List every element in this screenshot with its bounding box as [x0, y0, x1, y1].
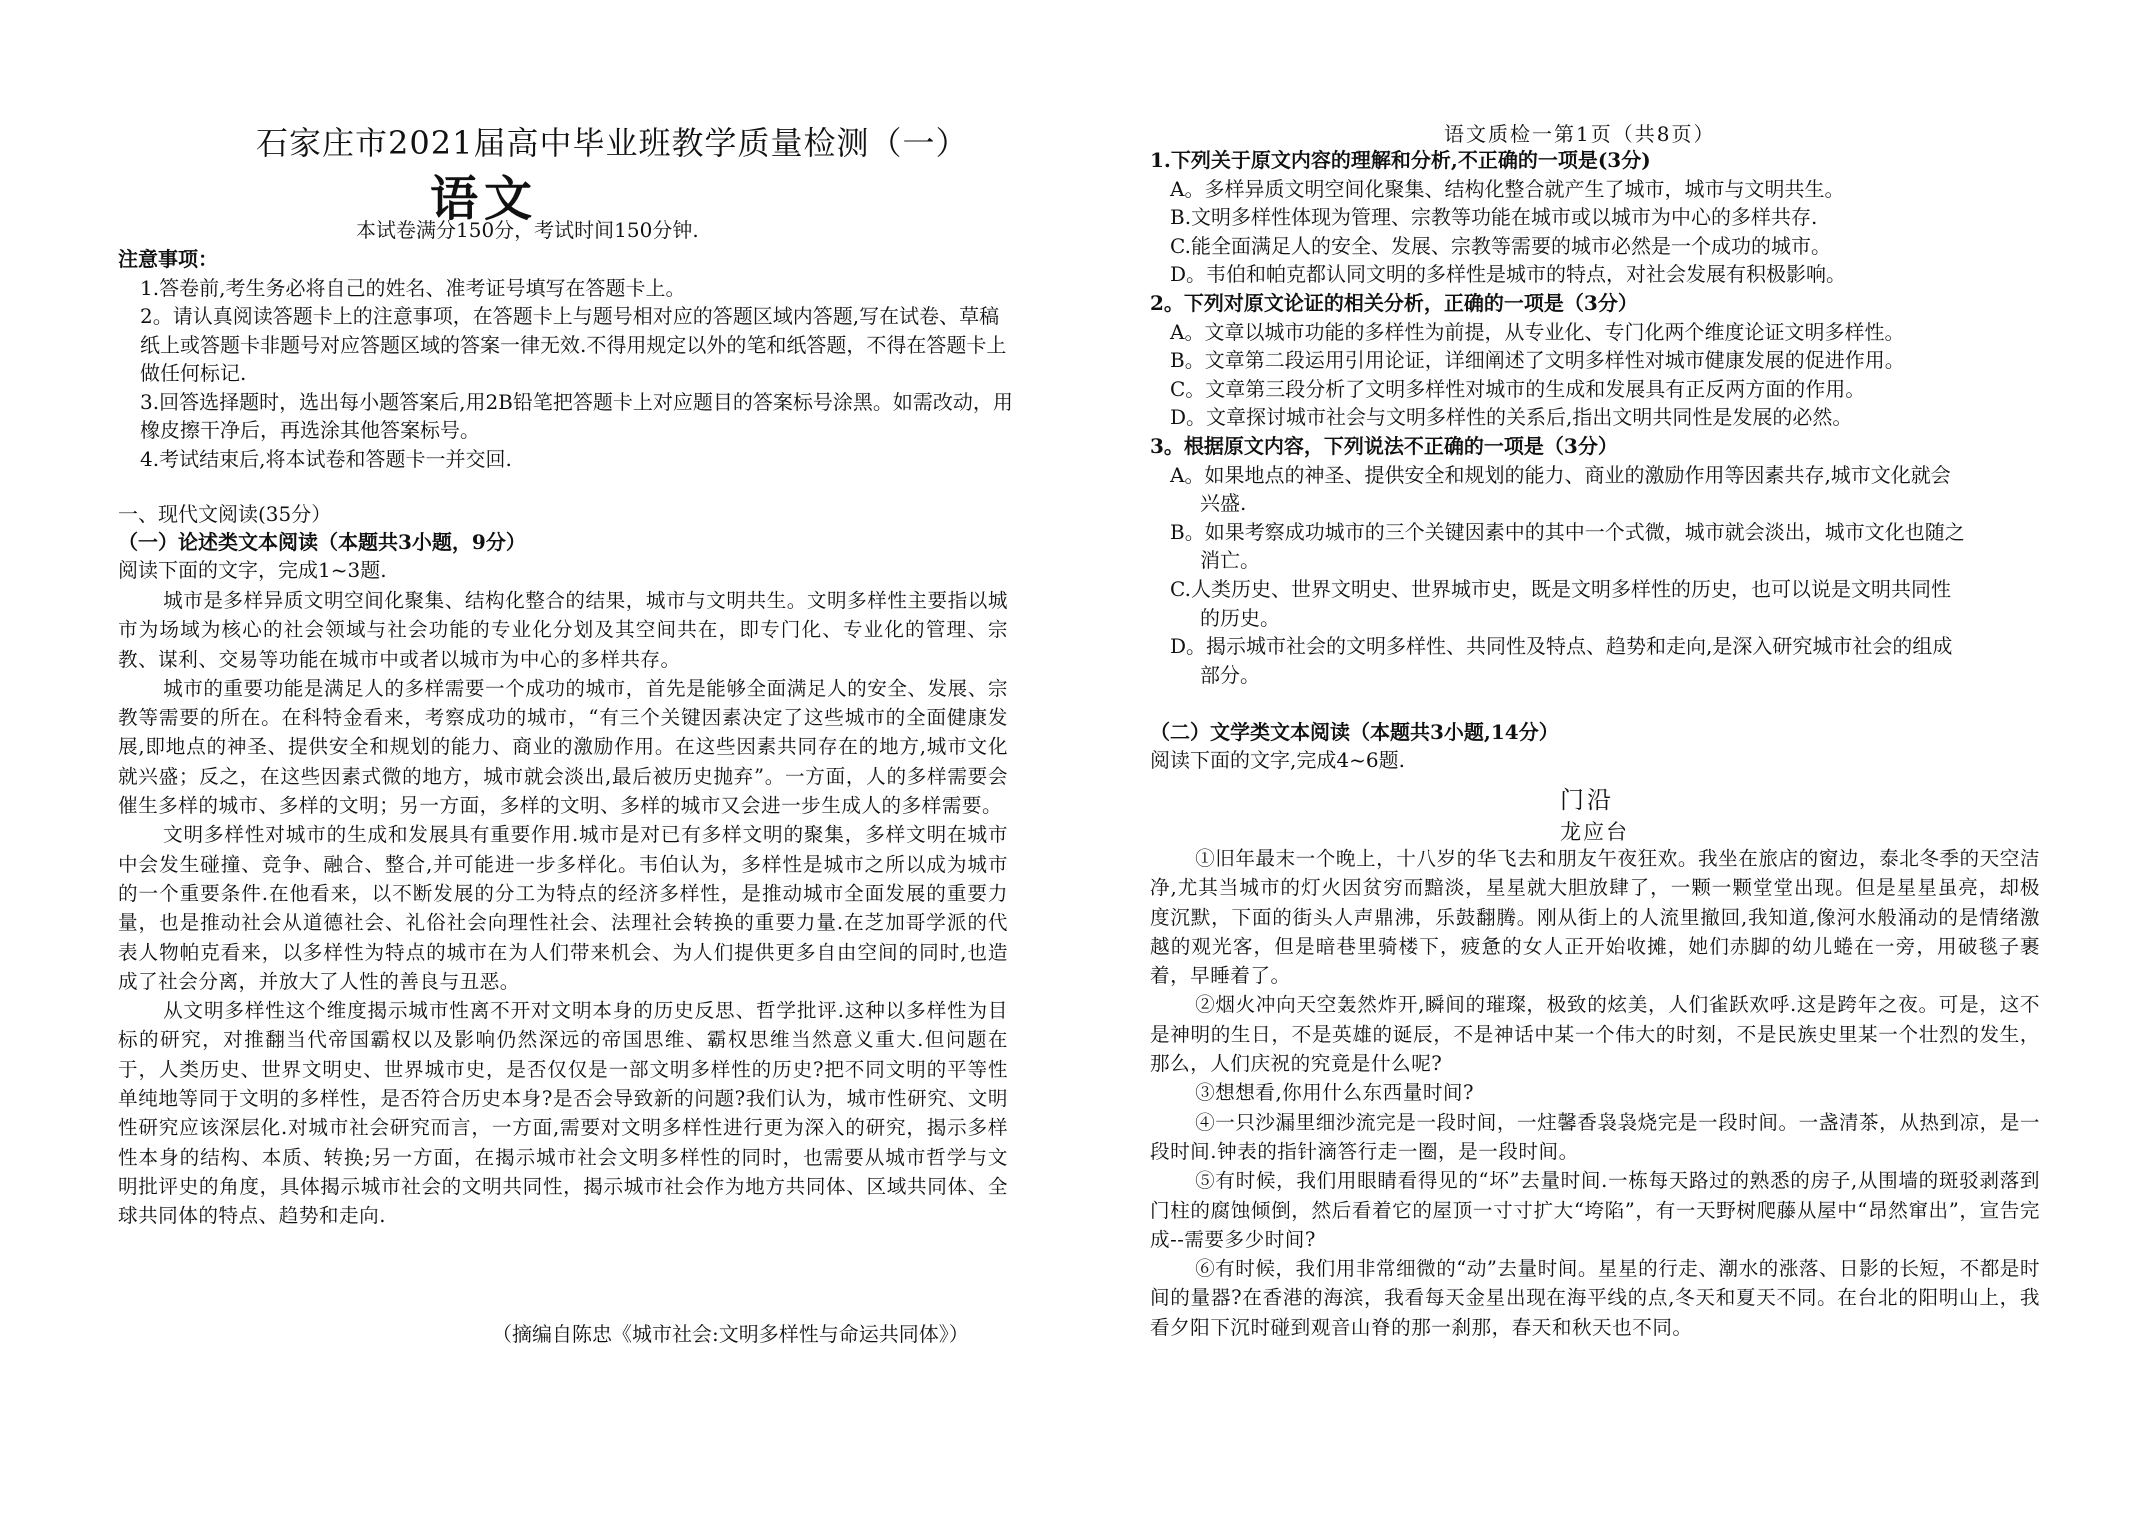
notice-item: 1.答卷前,考生务必将自己的姓名、准考证号填写在答题卡上。 — [140, 275, 686, 300]
section1-instruction: 阅读下面的文字，完成1~3题. — [118, 558, 387, 582]
story-paragraph: ②烟火冲向天空轰然炸开,瞬间的璀璨，极致的炫美，人们雀跃欢呼.这是跨年之夜。可是，这不是神明的生日，不是英雄的诞辰，不是神话中某一个伟大的时刻，不是民族史里某一个壮烈的发生，那么，人们庆祝的究竟是什么呢? — [1150, 993, 2040, 1076]
story-paragraph: ①旧年最末一个晚上，十八岁的华飞去和朋友午夜狂欢。我坐在旅店的窗边，泰北冬季的天空洁净,尤其当城市的灯火因贫穷而黯淡，星星就大胆放肆了，一颗一颗堂堂出现。但是星星虽亮，却极度沉默，下面的街头人声鼎沸，乐鼓翻腾。刚从街上的人流里撤回,我知道,像河水般涌动的是情绪激越的观光客，但是暗巷里骑楼下，疲惫的女人正开始收摊，她们赤脚的幼儿蜷在一旁，用破毯子裹着，早睡着了。 — [1150, 847, 2040, 988]
option: A。多样异质文明空间化聚集、结构化整合就产生了城市，城市与文明共生。 — [1170, 176, 1845, 201]
story-paragraph: ③想想看,你用什么东西量时间? — [1195, 1081, 1475, 1105]
option — [1150, 461, 2050, 518]
passage-paragraph: 城市的重要功能是满足人的多样需要一个成功的城市，首先是能够全面满足人的安全、发展、宗教等需要的所在。在科特金看来，考察成功的城市，“有三个关键因素决定了这些城市的全面健康发展,即地点的神圣、提供安全和规划的能力、商业的激励作用。在这些因素共同存在的地方,城市文化就兴盛；反之，在这些因素式微的地方，城市就会淡出,最后被历史抛弃”。一方面，人的多样需要会催生多样的城市、多样的文明；另一方面，多样的文明、多样的城市又会进一步生成人的多样需要。 — [118, 676, 1008, 818]
story-paragraph: ⑥有时候，我们用非常细微的“动”去量时间。星星的行走、潮水的涨落、日影的长短，不都是时间的量器?在香港的海滨，我看每天金星出现在海平线的点,冬天和夏天不同。在台北的阳明山上，我看夕阳下沉时碰到观音山脊的那一刹那，春天和秋天也不同。 — [1150, 1257, 2040, 1339]
option: A。文章以城市功能的多样性为前提，从专业化、专门化两个维度论证文明多样性。 — [1170, 319, 1905, 344]
question-2: 2。下列对原文论证的相关分析，正确的一项是（3分） — [1150, 290, 1638, 315]
option-text: B。如果考察成功城市的三个关键因素中的其中一个式微，城市就会淡出，城市文化也随之 — [1170, 519, 1965, 544]
option: C。文章第三段分析了文明多样性对城市的生成和发展具有正反两方面的作用。 — [1170, 376, 1866, 401]
option-continuation: 的历史。 — [1200, 605, 1280, 630]
score-info: 本试卷满分150分，考试时间150分钟. — [356, 218, 699, 242]
option-continuation: 部分。 — [1200, 662, 1260, 687]
section2-instruction: 阅读下面的文字,完成4~6题. — [1150, 748, 1405, 772]
question-1: 1.下列关于原文内容的理解和分析,不正确的一项是(3分) — [1150, 148, 1651, 172]
story-paragraph: ⑤有时候，我们用眼睛看得见的“坏”去量时间.一栋每天路过的熟悉的房子,从围墙的斑驳剥落到门柱的腐蚀倾倒，然后看着它的屋顶一寸寸扩大“垮陷”，有一天野树爬藤从屋中“昂然窜出”，宣告完成--需要多少时间? — [1150, 1169, 2040, 1251]
option: D。文章探讨城市社会与文明多样性的关系后,指出文明共同性是发展的必然。 — [1170, 405, 1853, 430]
passage-paragraph: 文明多样性对城市的生成和发展具有重要作用.城市是对已有多样文明的聚集，多样文明在城市中会发生碰撞、竞争、融合、整合,并可能进一步多样化。韦伯认为，多样性是城市之所以成为城市的一个重要条件.在他看来，以不断发展的分工为特点的经济多样性，是推动城市全面发展的重要力量，也是推动社会从道德社会、礼俗社会向理性社会、法理社会转换的重要力量.在芝加哥学派的代表人物帕克看来，以多样性为特点的城市在为人们带来机会、为人们提供更多自由空间的同时,也造成了社会分离，并放大了人性的善良与丑恶。 — [118, 823, 1008, 993]
questions-block — [1150, 146, 2050, 689]
passage-paragraph: 从文明多样性这个维度揭示城市性离不开对文明本身的历史反思、哲学批评.这种以多样性为目标的研究，对推翻当代帝国霸权以及影响仍然深远的帝国思维、霸权思维当然意义重大.但问题在于，人类历史、世界文明史、世界城市史，是否仅仅是一部文明多样性的历史?把不同文明的平等性单纯地等同于文明的多样性，是否符合历史本身?是否会导致新的问题?我们认为，城市性研究、文明性研究应该深层化.对城市社会研究而言，一方面,需要对文明多样性进行更为深入的研究，揭示多样性本身的结构、本质、转换;另一方面，在揭示城市社会文明多样性的同时，也需要从城市哲学与文明批评史的角度，具体揭示城市社会的文明共同性，揭示城市社会作为地方共同体、区域共同体、全球共同体的特点、趋势和走向. — [118, 999, 1008, 1228]
passage-1 — [118, 586, 1008, 1231]
page-header: 语文质检一第1页（共8页） — [1444, 122, 1716, 146]
notice-heading: 注意事项： — [118, 247, 218, 271]
option — [1150, 632, 2050, 689]
notice-item: 4.考试结束后,将本试卷和答题卡一并交回. — [140, 446, 512, 471]
notice-item: 3.回答选择题时，选出每小题答案后,用2B铅笔把答题卡上对应题目的答案标号涂黑。如需改动，用橡皮擦干净后，再选涂其他答案标号。 — [140, 389, 1013, 442]
story-text — [1150, 844, 2040, 1342]
option-continuation: 消亡。 — [1200, 548, 1260, 573]
section1-sub: （一）论述类文本阅读（本题共3小题，9分） — [118, 530, 526, 554]
story-paragraph: ④一只沙漏里细沙流完是一段时间，一炷馨香袅袅烧完是一段时间。一盏清茶，从热到凉，是一段时间.钟表的指针滴答行走一圈，是一段时间。 — [1150, 1110, 2040, 1163]
option-text: A。如果地点的神圣、提供安全和规划的能力、商业的激励作用等因素共存,城市文化就会 — [1170, 462, 1951, 487]
notice-item: 2。请认真阅读答题卡上的注意事项，在答题卡上与题号相对应的答题区域内答题,写在试卷、草稿纸上或答题卡非题号对应答题区域的答案一律无效.不得用规定以外的笔和纸答题，不得在答题卡上做任何标记. — [140, 304, 1007, 385]
option-text: C.人类历史、世界文明史、世界城市史，既是文明多样性的历史，也可以说是文明共同性 — [1170, 576, 1951, 601]
section1-heading: 一、现代文阅读(35分） — [118, 502, 332, 526]
option: B.文明多样性体现为管理、宗教等功能在城市或以城市为中心的多样共存. — [1170, 205, 1818, 230]
section2-sub: （二）文学类文本阅读（本题共3小题,14分） — [1150, 720, 1559, 744]
story-author: 龙应台 — [1560, 820, 1629, 844]
option: B。文章第二段运用引用论证，详细阐述了文明多样性对城市健康发展的促进作用。 — [1170, 348, 1905, 373]
option — [1150, 518, 2050, 575]
notice-block — [118, 245, 1018, 473]
passage-paragraph: 城市是多样异质文明空间化聚集、结构化整合的结果，城市与文明共生。文明多样性主要指以城市为场域为核心的社会领域与社会功能的专业化分划及其空间共在，即专门化、专业化的管理、宗教、谋利、交易等功能在城市中或者以城市为中心的多样共存。 — [118, 589, 1008, 671]
passage-source: （摘编自陈忠《城市社会:文明多样性与命运共同体》） — [492, 1322, 969, 1346]
section2-block — [1150, 718, 2050, 774]
option — [1150, 575, 2050, 632]
option-text: D。揭示城市社会的文明多样性、共同性及特点、趋势和走向,是深入研究城市社会的组成 — [1170, 634, 1953, 659]
story-title: 门沿 — [1560, 786, 1614, 814]
option-continuation: 兴盛. — [1200, 491, 1247, 516]
option: C.能全面满足人的安全、发展、宗教等需要的城市必然是一个成功的城市。 — [1170, 233, 1831, 258]
exam-title: 石家庄市2021届高中毕业班教学质量检测（一） — [256, 124, 969, 162]
option: D。韦伯和帕克都认同文明的多样性是城市的特点，对社会发展有积极影响。 — [1170, 262, 1847, 287]
question-3: 3。根据原文内容，下列说法不正确的一项是（3分） — [1150, 433, 1618, 458]
subject-title: 语文 — [430, 171, 539, 227]
